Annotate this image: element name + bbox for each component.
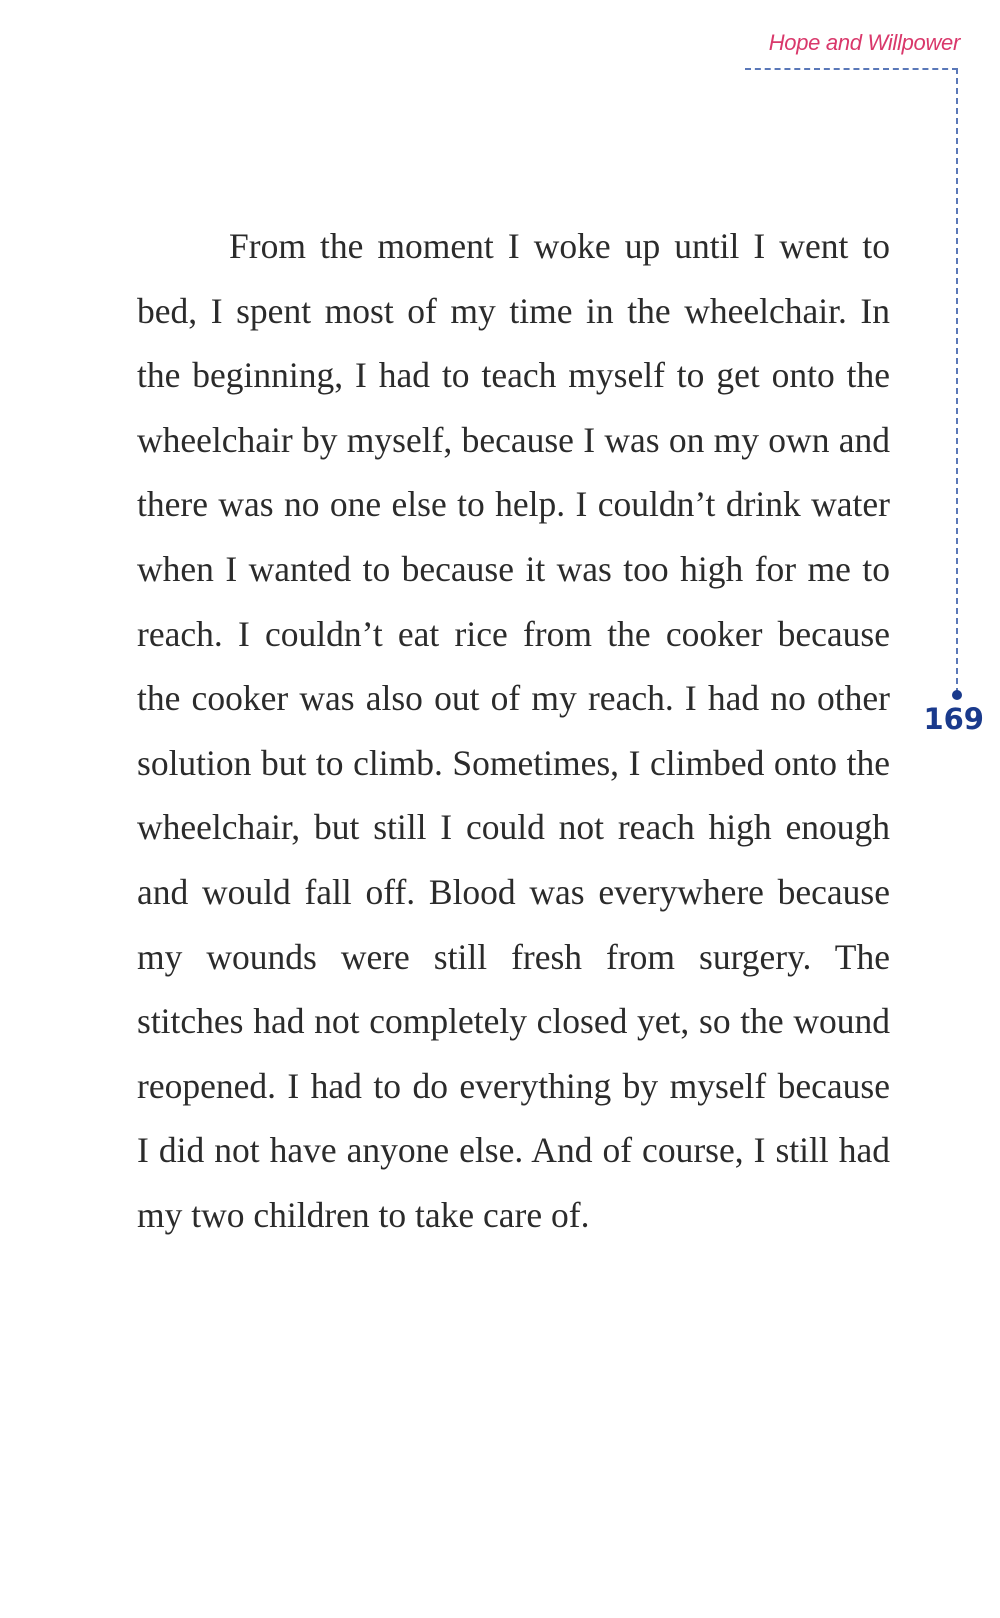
margin-rule-dot [952, 690, 962, 700]
margin-dashed-rule [956, 68, 958, 694]
running-header-title: Hope and Willpower [768, 30, 960, 55]
page-number: 169 [923, 702, 984, 736]
header-dashed-rule [745, 68, 958, 70]
body-paragraph: From the moment I woke up until I went to bed, I spent most of my time in the wheelchair. In the beginning, I had to teach myself to get onto the wheelchair by myself, because I was on my own and there was no one else to help. I couldn’t drink water when I wanted to because it was too high for me to reach. I couldn’t eat rice from the cooker because the cooker was also out of my reach. I had no other solution but to climb. Sometimes, I climbed onto the wheelchair, but still I could not reach high enough and would fall off. Blood was everywhere because my wounds were still fresh from surgery. The stitches had not completely closed yet, so the wound reopened. I had to do everything by myself because I did not have anyone else. And of course, I still had my two children to take care of. [137, 226, 890, 1235]
